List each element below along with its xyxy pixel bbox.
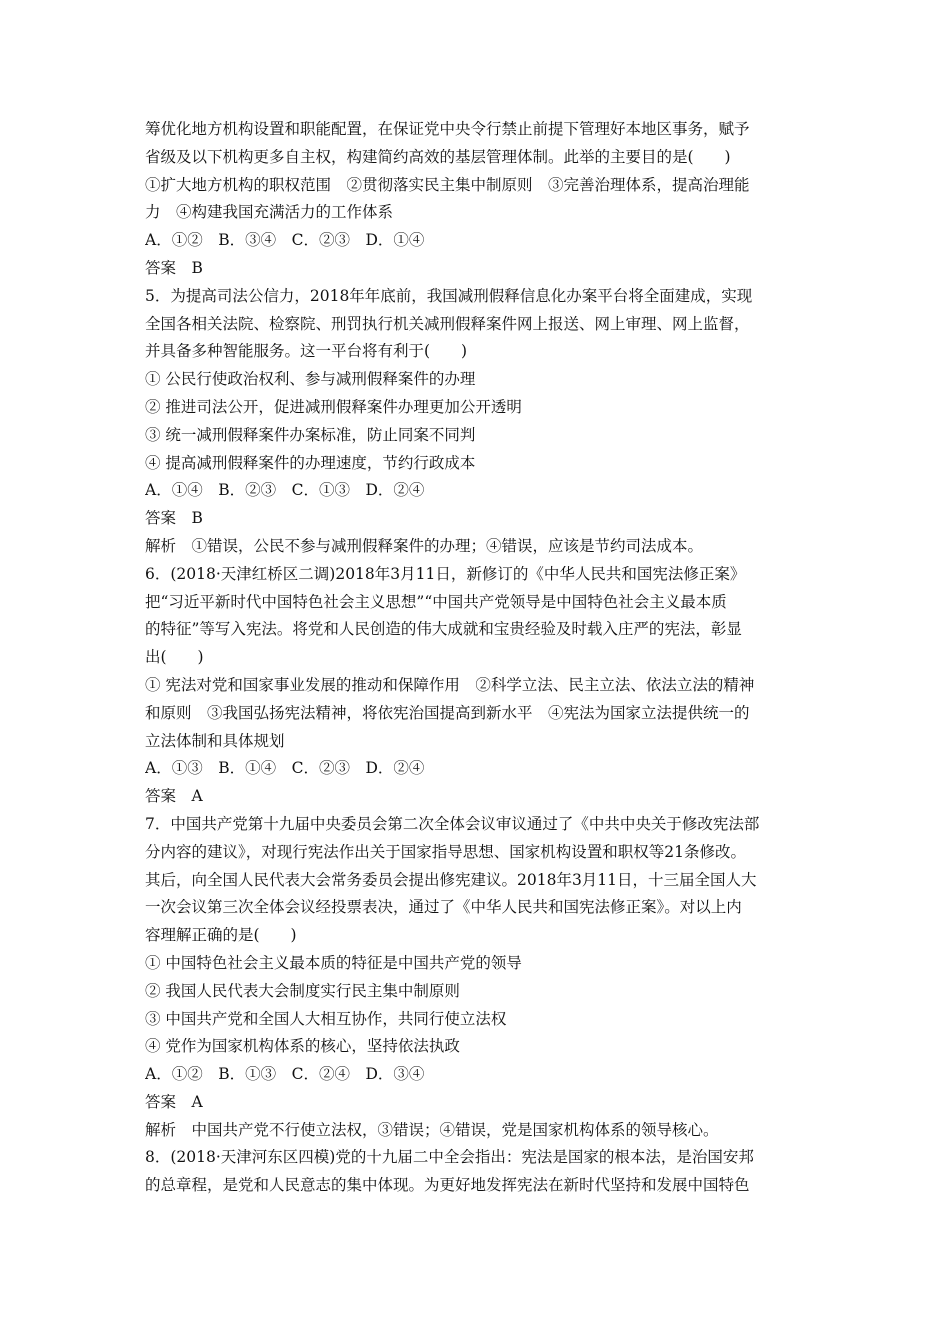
text-line: 的总章程，是党和人民意志的集中体现。为更好地发挥宪法在新时代坚持和发展中国特色 [145,1176,750,1195]
question-stem: 容理解正确的是( ) [145,926,297,945]
document-page [145,116,813,1200]
answer: 答案 A [145,1092,203,1111]
options-line: ① 宪法对党和国家事业发展的推动和保障作用 ②科学立法、民主立法、依法立法的精神 [145,675,755,694]
question-stem: 并具备多种智能服务。这一平台将有利于( ) [145,342,468,361]
text-line: 全国各相关法院、检察院、刑罚执行机关减刑假释案件网上报送、网上审理、网上监督， [145,314,750,333]
question-8: 8．(2018·天津河东区四模)党的十九届二中全会指出：宪法是国家的根本法，是治国安邦 [145,1148,754,1167]
options-line: 立法体制和具体规划 [145,731,285,750]
options-line: ①扩大地方机构的职权范围 ②贯彻落实民主集中制原则 ③完善治理体系，提高治理能 [145,175,750,194]
text-line: 的特征”等写入宪法。将党和人民创造的伟大成就和宝贵经验及时载入庄严的宪法，彰显 [145,620,742,639]
analysis: 解析 中国共产党不行使立法权，③错误；④错误，党是国家机构体系的领导核心。 [145,1120,719,1139]
options-line: 力 ④构建我国充满活力的工作体系 [145,203,394,222]
answer-choices: A．①② B．①③ C．②④ D．③④ [145,1065,425,1084]
option-1: ① 中国特色社会主义最本质的特征是中国共产党的领导 [145,953,522,972]
option-4: ④ 党作为国家机构体系的核心，坚持依法执政 [145,1037,460,1056]
answer-choices: A．①② B．③④ C．②③ D．①④ [145,231,425,250]
option-2: ② 我国人民代表大会制度实行民主集中制原则 [145,981,460,1000]
analysis: 解析 ①错误，公民不参与减刑假释案件的办理；④错误，应该是节约司法成本。 [145,536,704,555]
answer: 答案 B [145,509,203,528]
answer-choices: A．①④ B．②③ C．①③ D．②④ [145,481,425,500]
text-line: 把“习近平新时代中国特色社会主义思想”“中国共产党领导是中国特色社会主义最本质 [145,592,727,611]
answer-choices: A．①③ B．①④ C．②③ D．②④ [145,759,425,778]
question-6: 6．(2018·天津红桥区二调)2018年3月11日，新修订的《中华人民共和国宪法修正案》 [145,564,746,583]
question-stem: 出( ) [145,648,204,667]
text-line: 一次会议第三次全体会议经投票表决，通过了《中华人民共和国宪法修正案》。对以上内 [145,898,742,917]
options-line: 和原则 ③我国弘扬宪法精神，将依宪治国提高到新水平 ④宪法为国家立法提供统一的 [145,703,750,722]
question-7: 7．中国共产党第十九届中央委员会第二次全体会议审议通过了《中共中央关于修改宪法部 [145,814,760,833]
question-5: 5．为提高司法公信力，2018年年底前，我国减刑假释信息化办案平台将全面建成，实现 [145,286,753,305]
question-stem: 省级及以下机构更多自主权，构建简约高效的基层管理体制。此举的主要目的是( ) [145,147,731,166]
option-1: ① 公民行使政治权利、参与减刑假释案件的办理 [145,370,476,389]
option-3: ③ 中国共产党和全国人大相互协作，共同行使立法权 [145,1009,507,1028]
text-line: 其后，向全国人民代表大会常务委员会提出修宪建议。2018年3月11日，十三届全国人大 [145,870,757,889]
option-4: ④ 提高减刑假释案件的办理速度，节约行政成本 [145,453,476,472]
option-2: ② 推进司法公开，促进减刑假释案件办理更加公开透明 [145,397,522,416]
answer: 答案 A [145,787,203,806]
option-3: ③ 统一减刑假释案件办案标准，防止同案不同判 [145,425,476,444]
text-line: 筹优化地方机构设置和职能配置，在保证党中央令行禁止前提下管理好本地区事务，赋予 [145,120,750,138]
text-line: 分内容的建议》，对现行宪法作出关于国家指导思想、国家机构设置和职权等21条修改。 [145,842,746,861]
answer: 答案 B [145,258,203,277]
